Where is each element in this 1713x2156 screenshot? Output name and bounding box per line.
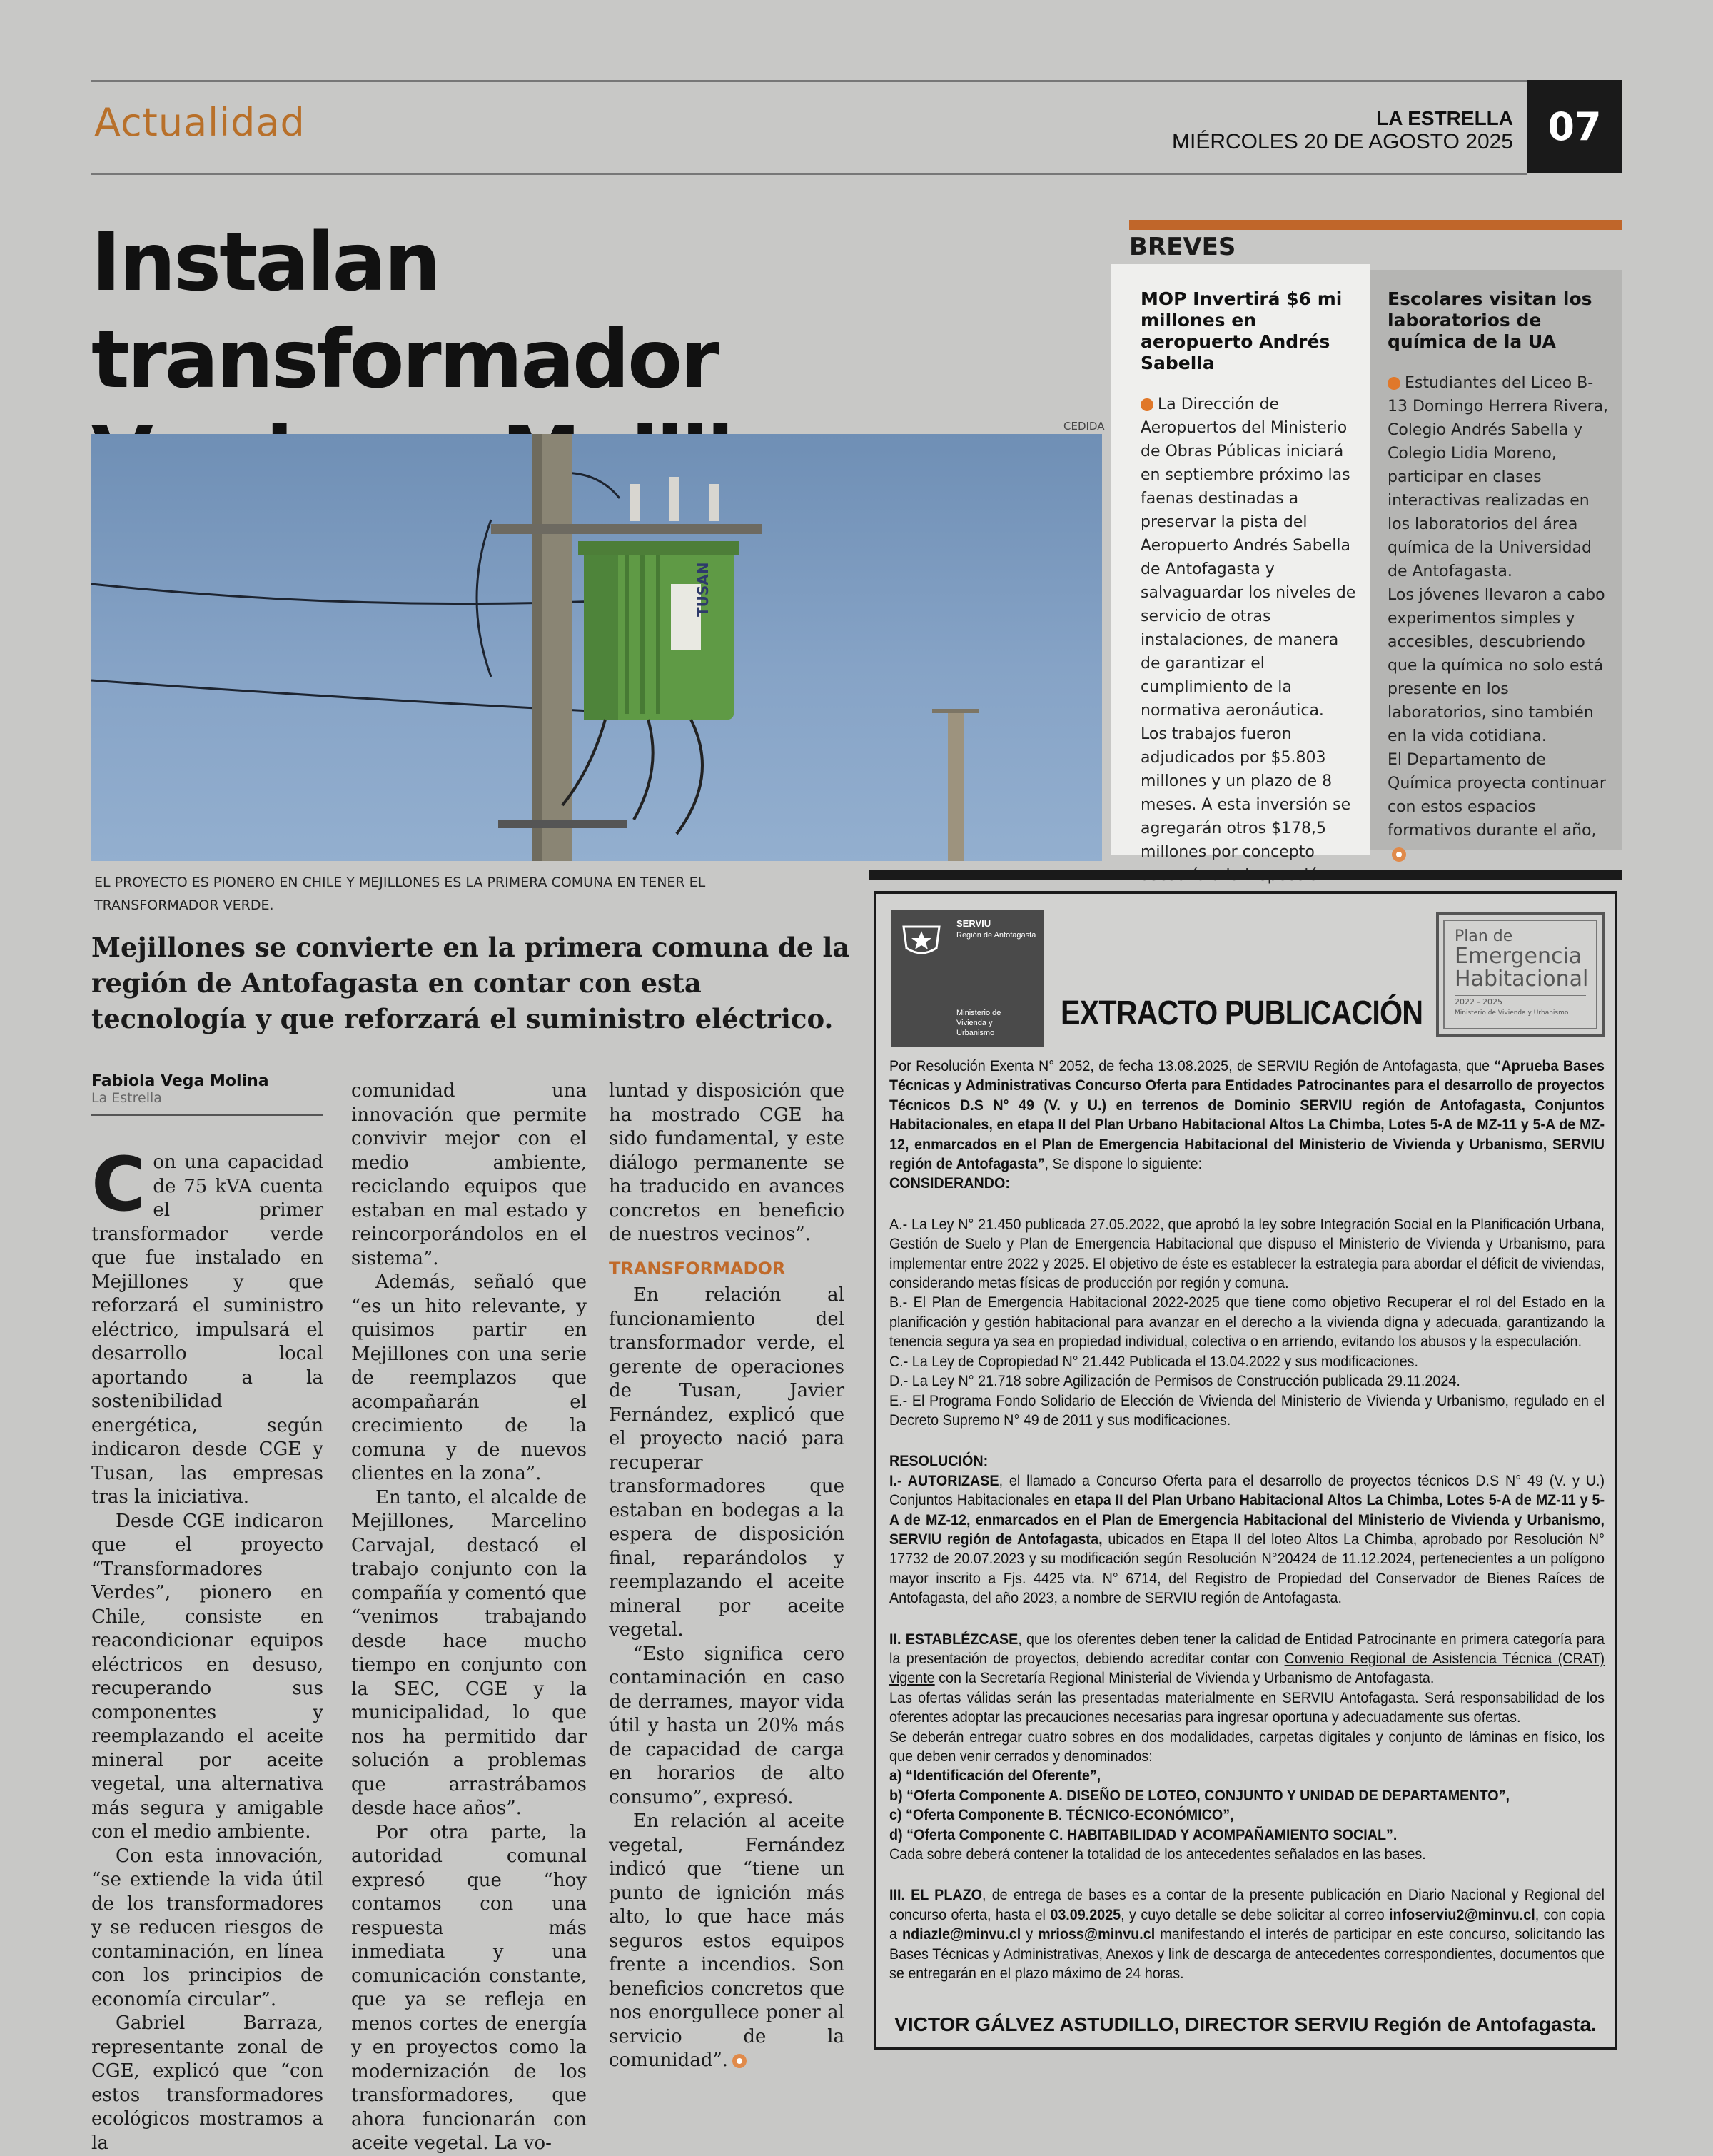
section-name: Actualidad (94, 100, 305, 145)
envelope-item-c (889, 1805, 1605, 1825)
notice-text: , con copia a (889, 1906, 1605, 1943)
body-paragraph: Además, señaló que “es un hito relevante, y quisimos partir en Mejillones con una serie de reemplazos que acompañarán el crecimiento de la comuna y de nuevos clientes en la zona”. (351, 1271, 587, 1484)
notice-text: , de entrega de bases es a contar de la presente publicación en Diario Nacional y Regional del concurso oferta, hasta el (889, 1887, 1605, 1923)
paper-name: LA ESTRELLA (1376, 107, 1513, 129)
coat-of-arms-icon (899, 920, 944, 959)
considerando-b: B.- El Plan de Emergencia Habitacional 2022-2025 que tiene como objetivo Recuperar el rol del Estado en la planificación y gestión habitacional para avanzar en el derecho a la vivienda digna y adecuada, garantizando la tenencia segura ya sea en propiedad individual, colectiva o en arriendo, evitando los abusos y la especulación. (889, 1294, 1605, 1351)
bullet-icon (1388, 377, 1400, 390)
breve-text: Los trabajos fueron adjudicados por $5.803 millones y un plazo de 8 meses. A esta inversión se agregarán otros $178,5 millones por concepto (1141, 725, 1351, 861)
bullet-icon (1141, 398, 1153, 411)
logo-serviu: SERVIU (956, 918, 991, 929)
notice-text: Por Resolución Exenta N° 2052, de fecha 13.08.2025, de SERVIU Región de Antofagasta, que (889, 1058, 1495, 1074)
author-org: La Estrella (91, 1090, 162, 1106)
breve-paragraph (1141, 722, 1362, 911)
masthead (1172, 107, 1513, 154)
body-paragraph: Desde CGE indicaron que el proyecto “Transformadores Verdes”, pionero en Chile, consiste en reacondicionar equipos eléctricos en desuso, recuperando sus componentes y reemplazando el aceite mineral por aceite vegetal, una alternativa más segura y amigable con el medio ambiente. (91, 1510, 323, 1843)
body-paragraph: Por otra parte, la autoridad comunal expresó que “hoy contamos con una respuesta más inmediata y una comunicación constante, que ya se refleja en menos cortes de energía y en proyectos como la modernización de los transformadores, que ahora funcionarán con aceite vegetal. La vo- (351, 1821, 587, 2154)
contact-email[interactable]: mrioss@minvu.cl (1038, 1926, 1156, 1943)
body-paragraph: Gabriel Barraza, representante zonal de CGE, explicó que “con estos transformadores ecológicos mostramos a la (91, 2013, 323, 2154)
author-name: Fabiola Vega Molina (91, 1072, 269, 1090)
notice-text: ubicados en Etapa II del loteo Altos La Chimba, aprobado por Resolución N° 17732 de 20.07.2023 y su modificación según Resolución N°20424 de 11.12.2024, pertenecientes a un polígono mayor inscrito a Fjs. 4425 vta. N° 6714, del Registro de Propiedad del Conservador de Bienes Raíces de Antofagasta, del año 2023, a nombre de SERVIU región de Antofagasta. (889, 1531, 1605, 1607)
body-paragraph: luntad y disposición que ha mostrado CGE ha sido fundamental, y este diálogo permanente se ha traducido en avances concretos en beneficio de nuestros vecinos”. (609, 1080, 844, 1245)
issue-date: MIÉRCOLES 20 DE AGOSTO 2025 (1172, 130, 1513, 153)
plan-emergencia-logo (1436, 912, 1605, 1037)
considerando-c: C.- La Ley de Copropiedad N° 21.442 Publicada el 13.04.2022 y sus modificaciones. (889, 1353, 1418, 1370)
breves-title: BREVES (1129, 233, 1236, 261)
resolution-2 (889, 1630, 1605, 1688)
transformer-label: TUSAN (694, 562, 712, 617)
notice-text: , y cuyo detalle se debe solicitar al correo (1121, 1906, 1390, 1923)
body-text: on una capacidad de 75 kVA cuenta el primer transformador verde que fue instalado en Mejillones y que reforzará el suministro eléctrico, impulsará el desarrollo local aportando a la sostenibilidad energética, según indicaron desde CGE y Tusan, las empresas tras la iniciativa. (91, 1152, 323, 1508)
end-mark-icon (1392, 847, 1406, 862)
logo-ministry-line: Vivienda y (956, 1019, 993, 1027)
article-column-1 (91, 1141, 323, 2155)
notice-text-underlined: Convenio Regional de Asistencia Técnica (CRAT) vigente (889, 1650, 1605, 1687)
caption-line-1: EL PROYECTO ES PIONERO EN CHILE Y MEJILLONES ES LA PRIMERA COMUNA EN TENER EL (94, 875, 706, 890)
caption-line-2: TRANSFORMADOR VERDE. (94, 897, 274, 913)
logo-ministry-line: Urbanismo (956, 1029, 995, 1037)
article-column-3 (609, 1079, 844, 2073)
breve-paragraph (1141, 393, 1362, 722)
resolution-3 (889, 1885, 1605, 1983)
envelope-item-d (889, 1825, 1605, 1845)
end-mark-icon (732, 2054, 747, 2068)
breve-text: El Departamento de Química proyecta continuar con estos espacios formativos durante el año, (1388, 751, 1606, 840)
notice-top-bar (869, 870, 1622, 880)
notice-text: manifestando el interés de participar en este concurso, solicitando las Bases Técnicas y Administrativas, Anexos y link de descarga de antecedentes correspondientes, documentos que se entregarán en el plazo máximo de 24 horas. (889, 1926, 1605, 1983)
notice-paragraph: Las ofertas válidas serán las presentadas materialmente en SERVIU Antofagasta. Será responsabilidad de los oferentes adoptar las precauciones necesarias para ingresar oportuna y adecuadamente sus ofertas. (889, 1689, 1605, 1726)
notice-signature: VICTOR GÁLVEZ ASTUDILLO, DIRECTOR SERVIU Región de Antofagasta. (894, 2013, 1597, 2035)
notice-text: y (1021, 1926, 1039, 1943)
plan-logo-years: 2022 - 2025 (1455, 995, 1586, 1009)
deadline-date: 03.09.2025 (1050, 1906, 1121, 1923)
breves-accent-bar (1129, 220, 1622, 230)
body-paragraph (609, 1810, 844, 2073)
plan-logo-line: Emergencia (1455, 944, 1582, 969)
resolution-1 (889, 1471, 1605, 1608)
body-paragraph: Con esta innovación, “se extiende la vida útil de los transformadores y se reducen riesgos de contaminación, en línea con los principios de economía circular”. (91, 1845, 323, 2010)
notice-text: con la Secretaría Regional Ministerial de Vivienda y Urbanismo de Antofagasta. (934, 1670, 1435, 1687)
body-paragraph: “Esto significa cero contaminación en caso de derrames, mayor vida útil y hasta un 20% más de capacidad de carga en horarios de alto consumo”, expresó. (609, 1643, 844, 1808)
notice-heading (889, 1451, 1605, 1471)
envelope-label: b) “Oferta Componente A. DISEÑO DE LOTEO, CONJUNTO Y UNIDAD DE DEPARTAMENTO”, (889, 1787, 1510, 1804)
notice-intro (889, 1057, 1605, 1174)
breve-text: La Dirección de Aeropuertos del Ministerio de Obras Públicas iniciará en septiembre próximo las faenas destinadas a preservar la pista del Aeropuerto Andrés Sabella de Antofagasta y salvaguardar los niveles de servicio de otras instalaciones, de manera de garantizar el cumplimiento de la normativa aeronáutica. (1141, 396, 1356, 720)
notice-paragraph: Se deberán entregar cuatro sobres en dos modalidades, carpetas digitales y conjunto de láminas en físico, los que deben venir cerrados y denominados: (889, 1728, 1605, 1765)
photo-caption (94, 871, 808, 917)
plan-logo-ministry: Ministerio de Vivienda y Urbanismo (1455, 1009, 1569, 1017)
breve-paragraph (1388, 371, 1610, 583)
article-lead: Mejillones se convierte en la primera comuna de la región de Antofagasta en contar con esta tecnología y que reforzará el suministro eléctrico. (91, 932, 850, 1034)
page-number: 07 (1527, 80, 1622, 173)
envelope-item-b (889, 1786, 1605, 1805)
article-column-2 (351, 1079, 587, 2156)
article-subhead: TRANSFORMADOR (609, 1258, 786, 1279)
logo-region: Región de Antofagasta (956, 931, 1036, 940)
logo-ministry-line: Ministerio de (956, 1009, 1001, 1017)
article-photo (91, 434, 1102, 861)
headline-line-1: Instalan transformador (91, 216, 718, 406)
considerando-d: D.- La Ley N° 21.718 sobre Agilización de Permisos de Construcción publicada 29.11.2024. (889, 1373, 1460, 1390)
notice-heading (889, 1174, 1605, 1193)
envelope-item-a (889, 1766, 1605, 1785)
resolution-label: III. EL PLAZO (889, 1887, 983, 1904)
notice-body (889, 1057, 1605, 1983)
considerando-e: E.- El Programa Fondo Solidario de Elección de Vivienda del Ministerio de Vivienda y Urbanismo, regulado en el Decreto Supremo N° 49 de 2011 y sus modificaciones. (889, 1392, 1605, 1429)
breve-title: MOP Invertirá $6 mi millones en aeropuerto Andrés Sabella (1141, 288, 1343, 373)
photo-credit: CEDIDA (1063, 420, 1105, 433)
body-paragraph: comunidad una innovación que permite convivir mejor con el medio ambiente, reciclando equipos que estaban en mal estado y reincorporándolos en el sistema”. (351, 1080, 587, 1269)
envelope-label: d) “Oferta Componente C. HABITABILIDAD Y ACOMPAÑAMIENTO SOCIAL”. (889, 1826, 1398, 1843)
public-notice-box (874, 891, 1617, 2050)
breve-paragraph (1388, 748, 1610, 866)
body-paragraph (91, 1141, 323, 1510)
logo-ministry (956, 1008, 1001, 1038)
body-paragraph: En tanto, el alcalde de Mejillones, Marcelino Carvajal, destacó el trabajo conjunto con la compañía y comentó que “venimos trabajando desde hace mucho tiempo en conjunto con la SEC, CGE y la municipalidad, lo que nos ha permitido dar solución a problemas que arrastrábamos desde hace años”. (351, 1486, 587, 1819)
notice-text-bold: en etapa II del Plan Urbano Habitacional Altos La Chimba, Lotes 5-A de MZ-11 y 5-A de MZ-12, enmarcados en el Plan de Emergencia Habitacional del Ministerio de Vivienda y Urbanismo, SERVIU región de Antofagasta, (889, 1492, 1605, 1548)
notice-text: , que los oferentes deben tener la calidad de Entidad Patrocinante en primera categoría para la presentación de proyectos, debiendo acreditar contar con (889, 1631, 1605, 1667)
breve-title: Escolares visitan los laboratorios de química de la UA (1388, 288, 1592, 352)
breve-item-airport (1141, 288, 1362, 911)
notice-text-bold: “Aprueba Bases Técnicas y Administrativas Concurso Oferta para Entidades Patrocinantes para el desarrollo de proyectos Técnicos D.S N° 49 (V. y U.) en terrenos de Dominio SERVIU región de Antofagasta, Conjuntos Habitacionales, en etapa II del Plan Urbano Habitacional Altos La Chimba, Lotes 5-A de MZ-11 y 5-A de MZ-12, enmarcados en el Plan de Emergencia Habitacional del Ministerio de Vivienda y Urbanismo, SERVIU región de Antofagasta” (889, 1058, 1605, 1173)
byline (91, 1072, 323, 1116)
contact-email[interactable]: ndiazle@minvu.cl (902, 1926, 1021, 1943)
notice-text: , el llamado a Concurso Oferta para el desarrollo de proyectos técnicos D.S N° 49 (V. y U.) Conjuntos Habitacionales (889, 1472, 1605, 1509)
considerando-heading: CONSIDERANDO: (889, 1175, 1010, 1192)
header-rule-bottom (91, 173, 1527, 175)
notice-text: , Se dispone lo siguiente: (1044, 1156, 1203, 1173)
resolution-label: II. ESTABLÉZCASE (889, 1631, 1019, 1648)
resolucion-heading: RESOLUCIÓN: (889, 1453, 989, 1470)
body-paragraph: En relación al funcionamiento del transformador verde, el gerente de operaciones de Tusan, Javier Fernández, explicó que el proyecto nació para recuperar transformadores que estaban en bodegas a la espera de disposición final, reparándolos y reemplazando el aceite mineral por aceite vegetal. (609, 1284, 844, 1641)
contact-email[interactable]: infoserviu2@minvu.cl (1389, 1906, 1535, 1923)
body-text: En relación al aceite vegetal, Fernández indicó que “tiene un punto de ignición más alto, lo que hace más seguros estos equipos frente a incendios. Son beneficios concretos que nos enorgullece poner al servicio de la comunidad”. (609, 1810, 844, 2071)
breve-text: Estudiantes del Liceo B-13 Domingo Herrera Rivera, Colegio Andrés Sabella y Colegio Lidia Moreno, participar en clases interactivas realizadas en los laboratorios del área química de la Universidad de Antofagasta. (1388, 374, 1609, 580)
breve-item-chemistry (1388, 288, 1610, 866)
envelope-label: a) “Identificación del Oferente”, (889, 1768, 1101, 1785)
notice-title: EXTRACTO PUBLICACIÓN (1061, 994, 1423, 1032)
resolution-label: I.- AUTORIZASE (889, 1472, 999, 1489)
serviu-logo (891, 910, 1044, 1047)
considerando-a: A.- La Ley N° 21.450 publicada 27.05.2022, que aprobó la ley sobre Integración Social en la Planificación Urbana, Gestión de Suelo y Plan de Emergencia Habitacional que dispuso el Ministerio de Vivienda y Urbanismo, para implementar entre 2022 y 2025. El objetivo de éste es establecer la estrategia para abordar el déficit de viviendas, considerando metas físicas de producción por región y comuna. (889, 1216, 1605, 1292)
envelope-label: c) “Oferta Componente B. TÉCNICO-ECONÓMICO”, (889, 1807, 1234, 1824)
plan-logo-line: Plan de (1455, 927, 1513, 945)
notice-paragraph: Cada sobre deberá contener la totalidad de los antecedentes señalados en las bases. (889, 1846, 1426, 1863)
breve-paragraph: Los jóvenes llevaron a cabo experimentos simples y accesibles, descubriendo que la química no solo está presente en los laboratorios, sino también en la vida cotidiana. (1388, 586, 1605, 745)
header-rule-top (91, 80, 1527, 82)
plan-logo-line: Habitacional (1455, 967, 1589, 992)
drop-cap: C (91, 1141, 146, 1228)
transformer-pole-illustration (91, 434, 1102, 861)
